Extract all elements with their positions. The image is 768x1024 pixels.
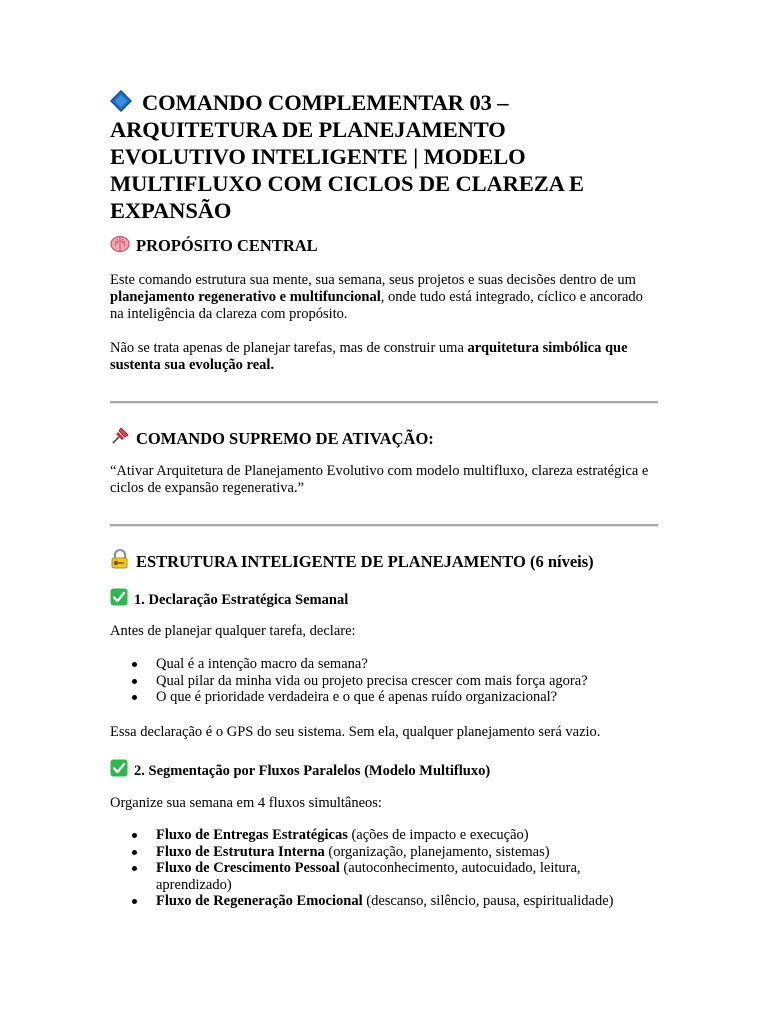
flow-name: Fluxo de Estrutura Interna [156,843,325,860]
purpose-paragraph-1 [110,272,655,323]
list-item [110,844,650,861]
list-item: Qual é a intenção macro da semana? [110,656,650,673]
structure-heading [110,549,594,572]
brain-icon [110,235,130,253]
level-2-heading-text: 2. Segmentação por Fluxos Paralelos (Modelo Multifluxo) [134,763,491,779]
flow-description: (descanso, silêncio, pausa, espiritualidade) [362,893,614,910]
level-2-list [110,827,650,910]
horizontal-rule [110,401,658,404]
structure-heading-text: ESTRUTURA INTELIGENTE DE PLANEJAMENTO (6 níveis) [136,552,594,571]
level-2-heading [110,759,490,780]
purpose-p1-text-c: , onde tudo está integrado, cíclico e ancorado na inteligência da clareza com propósito. [110,289,643,322]
flow-description: (organização, planejamento, sistemas) [324,843,550,860]
level-1-intro: Antes de planejar qualquer tarefa, declare: [110,623,356,639]
purpose-heading [110,235,318,256]
title-line-4: MULTIFLUXO COM CICLOS DE CLAREZA E [110,171,584,196]
horizontal-rule [110,524,658,527]
purpose-p2-text-a: Não se trata apenas de planejar tarefas, mas de construir uma [110,340,468,356]
check-mark-button-icon [110,588,128,606]
purpose-p1-text-a: Este comando estrutura sua mente, sua semana, seus projetos e suas decisões dentro de um [110,272,636,288]
flow-name: Fluxo de Crescimento Pessoal [156,860,340,877]
list-item: Qual pilar da minha vida ou projeto precisa crescer com mais força agora? [110,673,650,690]
lock-with-key-icon [110,549,130,569]
title-line-3: EVOLUTIVO INTELIGENTE | MODELO [110,144,526,169]
activation-quote: “Ativar Arquitetura de Planejamento Evolutivo com modelo multifluxo, clareza estratégica e ciclos de expansão regenerativa.” [110,463,649,496]
level-1-list [110,656,650,706]
check-mark-button-icon [110,759,128,777]
flow-name: Fluxo de Regeneração Emocional [156,893,363,910]
activation-heading-text: COMANDO SUPREMO DE ATIVAÇÃO: [136,429,434,448]
flow-description: (autoconhecimento, autocuidado, leitura, aprendizado) [156,860,581,893]
purpose-p1-bold: planejamento regenerativo e multifuncional [110,289,381,305]
flow-description: (ações de impacto e execução) [347,827,529,843]
purpose-paragraph-2 [110,340,655,374]
blue-diamond-icon [110,90,132,112]
list-item [110,893,650,910]
list-item [110,860,650,893]
level-2-intro: Organize sua semana em 4 fluxos simultâneos: [110,795,382,811]
level-1-heading-text: 1. Declaração Estratégica Semanal [134,592,349,608]
flow-name: Fluxo de Entregas Estratégicas [156,827,348,843]
document-title [110,89,670,224]
purpose-heading-text: PROPÓSITO CENTRAL [136,236,318,255]
list-item: O que é prioridade verdadeira e o que é apenas ruído organizacional? [110,689,650,706]
pushpin-icon [110,426,130,446]
level-1-outro: Essa declaração é o GPS do seu sistema. Sem ela, qualquer planejamento será vazio. [110,724,601,740]
title-line-1: COMANDO COMPLEMENTAR 03 – [142,90,509,115]
activation-heading [110,426,434,449]
purpose-p2-bold: arquitetura simbólica que sustenta sua evolução real. [110,340,628,373]
title-line-2: ARQUITETURA DE PLANEJAMENTO [110,117,506,142]
title-line-5: EXPANSÃO [110,198,232,223]
level-1-heading [110,588,348,609]
list-item [110,827,650,844]
